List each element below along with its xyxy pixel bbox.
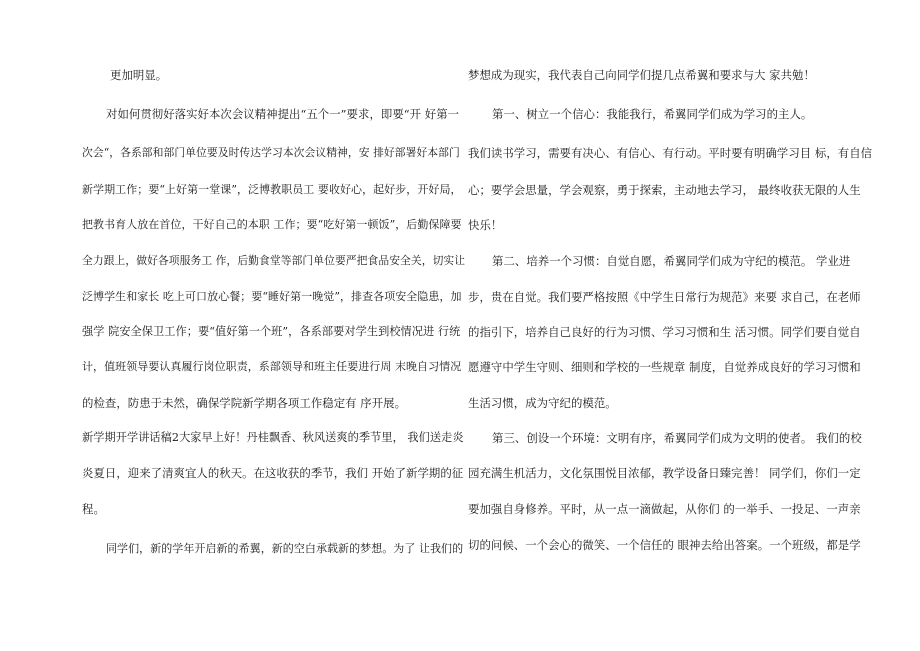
text-line: 同学们，新的学年开启新的希翼，新的空白承载新的梦想。为了 让我们的	[106, 542, 464, 555]
text-line: 的检查，防患于未然，确保学院新学期各项工作稳定有 序开展。	[82, 396, 407, 410]
text-line: 程。	[82, 502, 105, 516]
text-line: 泛博学生和家长 吃上可口放心餐；要“睡好第一晚觉”，排查各项安全隐患，加	[82, 290, 462, 303]
text-line: 新学期开学讲话稿2大家早上好！丹桂飘香、秋风送爽的季节里， 我们送走炎	[82, 431, 464, 444]
text-line: 要加强自身修养。平时，从一点一滴做起，从你们 的一举手、一投足、一声亲	[468, 502, 861, 516]
text-line: 我们读书学习，需要有决心、有信心、有行动。平时要有明确学习目 标，有自信	[468, 146, 873, 160]
text-line: 生活习惯，成为守纪的模范。	[468, 396, 617, 410]
text-line: 的指引下，培养自己良好的行为习惯、学习习惯和生 活习惯。同学们要自觉自	[468, 325, 861, 339]
text-line: 炎夏日，迎来了清爽宜人的秋天。在这收获的季节，我们 开始了新学期的征	[82, 466, 464, 480]
text-line: 梦想成为现实，我代表自己向同学们提几点希翼和要求与大 家共勉！	[468, 68, 815, 82]
text-line: 园充满生机活力，文化氛围悦目浓郁，教学设备日臻完善！ 同学们，你们一定	[468, 466, 861, 480]
text-line: 更加明显。	[110, 68, 168, 82]
text-line: 强学 院安全保卫工作；要“值好第一个班”，各系部要对学生到校情况进 行统	[82, 325, 461, 338]
text-line: 新学期工作；要“上好第一堂课”，泛博教职员工 要收好心，起好步，开好局，	[82, 183, 462, 196]
text-line: 对如何贯彻好落实好本次会议精神提出“五个一”要求，即要“开 好第一	[106, 107, 460, 121]
text-line: 心；要学会思量，学会观察，勇于探索，主动地去学习， 最终收获无限的人生	[468, 183, 861, 197]
text-line: 把教书育人放在首位，干好自己的本职 工作；要“吃好第一顿饭”，后勤保障要	[82, 218, 462, 231]
text-line: 切的问候、一个会心的微笑、一个信任的 眼神去给出答案。一个班级，都是学	[468, 538, 861, 552]
text-line: 计，值班领导要认真履行岗位职责，系部领导和班主任要进行周 末晚自习情况	[82, 360, 462, 373]
text-line: 第一、树立一个信心：我能我行，希翼同学们成为学习的主人。	[492, 107, 813, 121]
text-line: 第二、培养一个习惯：自觉自愿，希翼同学们成为守纪的模范。 学业进	[492, 254, 851, 268]
text-line: 全力跟上，做好各项服务工 作，后勤食堂等部门单位要严把食品安全关，切实让	[82, 254, 466, 267]
text-line: 快乐！	[468, 218, 503, 232]
text-line: 步，贵在自觉。我们要严格按照《中学生日常行为规范》来要 求自己，在老师	[468, 290, 861, 304]
text-line: 愿遵守中学生守则、细则和学校的一些规章 制度，自觉养成良好的学习习惯和	[468, 360, 861, 374]
text-line: 第三、创设一个环境：文明有序，希翼同学们成为文明的使者。 我们的校	[492, 431, 862, 445]
text-line: 次会“，各系部和部门单位要及时传达学习本次会议精神，安 排好部署好本部门	[82, 146, 460, 159]
